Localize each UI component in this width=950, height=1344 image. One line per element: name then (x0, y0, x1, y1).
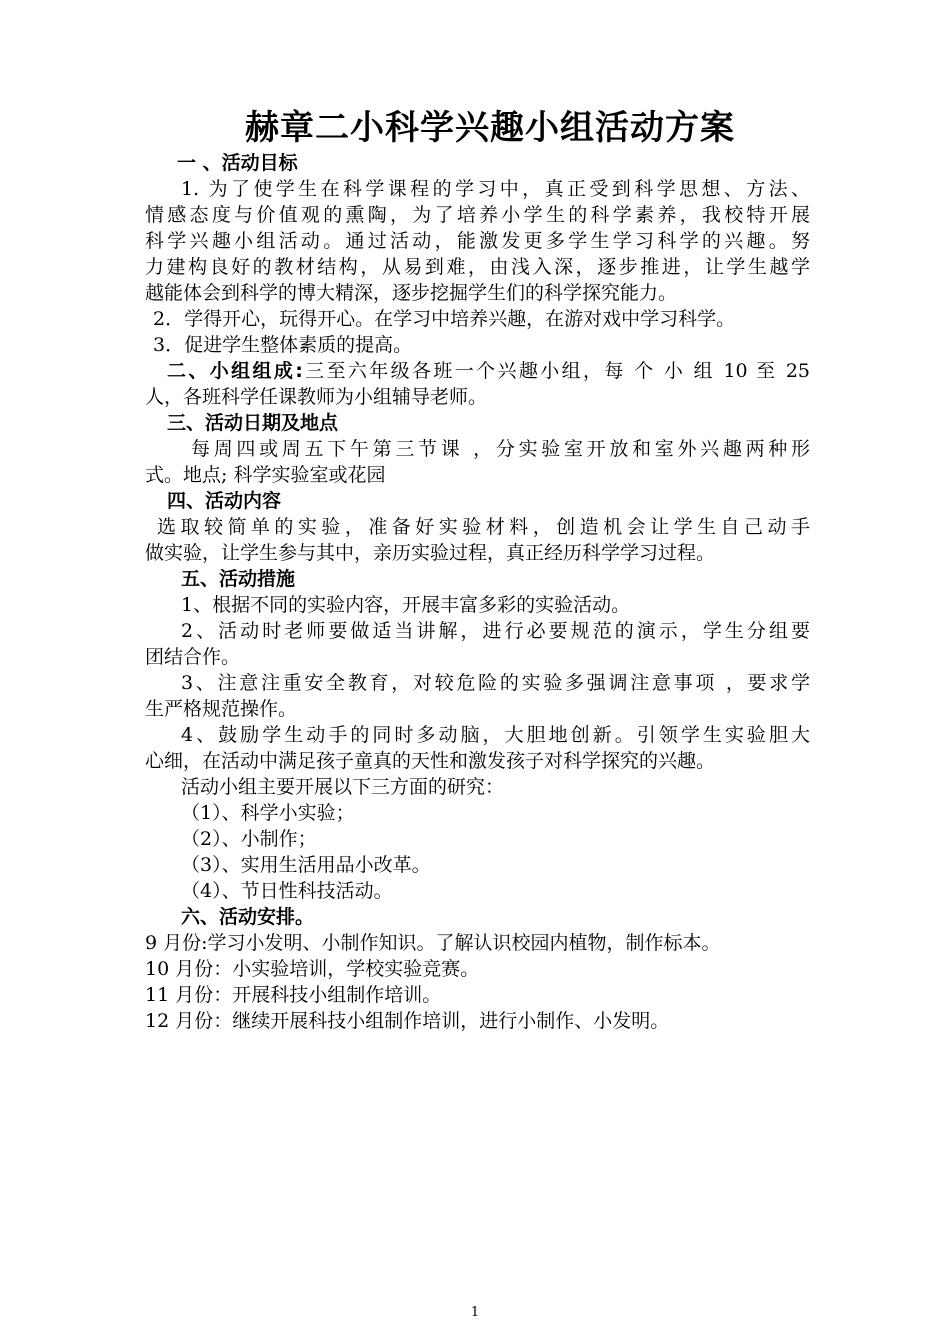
section-4-heading: 四、活动内容 (167, 490, 282, 512)
s1-p1-line-3: 科学兴趣小组活动。通过活动，能激发更多学生学习科学的兴趣。努 (145, 230, 810, 252)
s3-line-2: 式。地点; 科学实验室或花园 (145, 464, 386, 486)
s1-p1-line-4: 力建构良好的教材结构，从易到难，由浅入深，逐步推进，让学生越学 (145, 256, 810, 278)
schedule-item: 9 月份:学习小发明、小制作知识。了解认识校园内植物，制作标本。 (145, 932, 721, 954)
schedule-item: 12 月份：继续开展科技小组制作培训，进行小制作、小发明。 (145, 1010, 670, 1032)
s5-measure-4-line-1: 4、鼓励学生动手的同时多动脑，大胆地创新。引领学生实验胆大 (181, 724, 810, 746)
schedule-item: 10 月份：小实验培训，学校实验竞赛。 (145, 958, 480, 980)
s5-measure-3-line-1: 3、注意注重安全教育，对较危险的实验多强调注意事项 ，要求学 (181, 672, 810, 694)
s2-text-1: 三至六年级各班一个兴趣小组，每 个 小 组 10 至 25 (302, 360, 810, 382)
s5-measure-1: 1、根据不同的实验内容，开展丰富多彩的实验活动。 (181, 594, 631, 616)
s1-p2: 2．学得开心，玩得开心。在学习中培养兴趣，在游对戏中学习科学。 (153, 308, 736, 330)
list-item: （4）、节日性科技活动。 (181, 880, 393, 902)
s4-line-1: 选取较简单的实验，准备好实验材料，创造机会让学生自己动手 (157, 516, 810, 538)
section-6-heading: 六、活动安排。 (181, 906, 315, 928)
s1-p1-line-1: 1. 为了使学生在科学课程的学习中，真正受到科学思想、方法、 (181, 178, 810, 200)
s5-measure-2-line-1: 2、活动时老师要做适当讲解，进行必要规范的演示，学生分组要 (181, 620, 810, 642)
s2-line-2: 人，各班科学任课教师为小组辅导老师。 (145, 386, 488, 408)
list-item: （3）、实用生活用品小改革。 (181, 854, 431, 876)
s1-p1-line-2: 情感态度与价值观的熏陶，为了培养小学生的科学素养，我校特开展 (145, 204, 810, 226)
section-1-heading: 一 、活动目标 (177, 152, 298, 174)
page-number: 1 (470, 1305, 480, 1320)
s3-line-1: 每周四或周五下午第三节课 ，分实验室开放和室外兴趣两种形 (191, 438, 810, 460)
section-2-heading: 二、小组组成: (167, 360, 303, 382)
s2-line-1 (145, 358, 810, 384)
schedule-item: 11 月份：开展科技小组制作培训。 (145, 984, 442, 1006)
page-title: 赫章二小科学兴趣小组活动方案 (245, 108, 735, 148)
s4-line-2: 做实验，让学生参与其中，亲历实验过程，真正经历科学学习过程。 (145, 542, 716, 564)
s1-p3: 3．促进学生整体素质的提高。 (153, 334, 413, 356)
s5-measure-3-line-2: 生严格规范操作。 (145, 698, 298, 720)
section-5-heading: 五、活动措施 (181, 568, 296, 590)
document-body (145, 150, 810, 1034)
section-3-heading: 三、活动日期及地点 (167, 412, 339, 434)
s5-measure-2-line-2: 团结合作。 (145, 646, 241, 668)
s5-intro: 活动小组主要开展以下三方面的研究： (181, 776, 505, 798)
s1-p1-line-5: 越能体会到科学的博大精深，逐步挖掘学生们的科学探究能力。 (145, 282, 678, 304)
list-item: （2）、小制作； (181, 828, 317, 850)
s5-measure-4-line-2: 心细，在活动中满足孩子童真的天性和激发孩子对科学探究的兴趣。 (145, 750, 716, 772)
list-item: （1）、科学小实验； (181, 802, 355, 824)
